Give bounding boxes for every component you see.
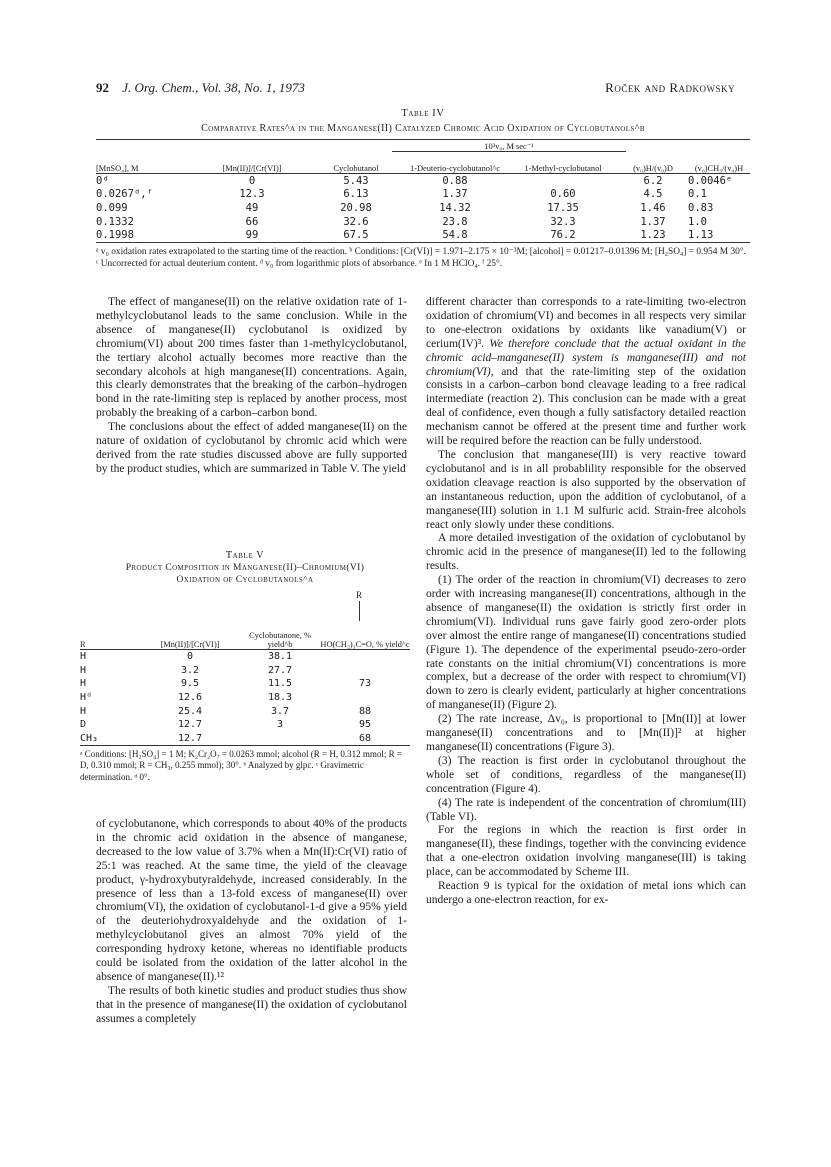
table-cell: 3 [276,719,284,731]
table-v-footnote-b: ᵇ Analyzed by glpc. [243,760,314,771]
table-row [96,188,750,202]
table-row [80,650,410,664]
table-cell: 32.6 [343,215,369,228]
table-iv-footnote-e: ᵉ In 1 M HClO₄. [419,258,480,269]
table-cell: 0.1332 [96,215,134,228]
left-column-top [96,296,407,477]
table-v-title-line2: Oxidation of Cyclobutanols^a [176,575,314,585]
col-header: [Mn(II)]/[Cr(VI)] [140,623,240,650]
table-cell: 3.7 [270,705,290,717]
table-v [80,550,410,783]
table-v-header-row [80,623,410,650]
table-cell: 1.23 [618,228,688,242]
table-cell: 25.4 [177,705,203,717]
italic-conclusion: We therefore conclude that the actual oxidant in the chromic acid–manganese(II) system is manganese(III) and not chromium(VI), [426,337,747,378]
table-cell: H [80,678,87,690]
table-v-grid [80,623,410,746]
table-row [96,228,750,242]
table-iv-grid [96,153,750,243]
table-cell: 12.6 [177,692,203,704]
table-cell: 0.1998 [96,228,194,242]
table-cell: 68 [320,732,410,746]
table-row [80,691,410,705]
table-cell [508,174,618,188]
table-iv-label: Table IV [401,108,445,119]
col-header: Cyclobutanone, % yield^b [240,623,320,650]
table-cell: 99 [194,228,310,242]
table-v-footnote-d: ᵈ 0°. [134,771,150,782]
running-authors: Roček and Radkowsky [605,80,735,95]
body-paragraph: A more detailed investigation of the oxidation of cyclobutanol by chromic acid in the presence of manganese(II) led to the following results. [426,532,746,573]
body-paragraph: (3) The reaction is first order in cyclobutanol throughout the whole set of conditions, regardless of the manganese(II) concentration (Figure 4). [426,754,746,795]
table-cell: H [80,705,87,717]
table-iv-footnote-b: ᵇ Conditions: [Cr(VI)] = 1.971–2.175 × 10⁻³M; [alcohol] = 0.01217–0.01396 M; [H₂SO₄] = 0.954 M 30°. [349,246,746,257]
table-cell: 67.5 [310,228,402,242]
col-header: R [80,623,140,650]
table-cell: 54.8 [402,228,508,242]
page-number: 92 [96,80,109,95]
table-cell: 12.3 [239,188,265,201]
table-v-label: Table V [225,550,265,561]
right-column [426,296,746,908]
body-paragraph: (1) The order of the reaction in chromium(VI) decreases to zero order with increasing manganese(II) concentrations, although in the absence of manganese(II) the oxidation is strictly first order in chromium(VI). Individual runs gave fairly good zero-order plots over almost the entire range of manganese(II) concentrations studied (Figure 1). The dependence of the experimental pseudo-zero-order rate constants on the initial chromium(VI) concentrations is more complex, but a decrease of the order with respect to chromium(VI) down to zero is clearly evident, particularly at higher concentrations of manganese(II) (Figure 2). [426,574,746,712]
body-paragraph: The conclusion that manganese(III) is very reactive toward cyclobutanol and is in all probablility responsible for the observed oxidation cleavage reaction is also supported by the observation of an instantaneous reduction, upon the addition of cyclobutanol, of a manganese(III) solution in 1.1 M sulfuric acid. Strain-free alcohols react only slowly under these conditions. [426,448,746,531]
body-paragraph: of cyclobutanone, which corresponds to about 40% of the products in the chromic acid oxidation in the absence of manganese, decreased to the low value of 3.7% when a Mn(II):Cr(VI) ratio of 25:1 was reached. At the same time, the yield of the cleavage product, γ-hydroxybutyraldehyde, increased considerably. In the presence of less than a 13-fold excess of manganese(II) over chromium(VI), the oxidation of cyclobutanol-1-d give a 95% yield of the deuteriohydroxyaldehyde and the oxidation of 1-methylcyclobutanol gives an almost 70% yield of the corresponding hydroxy ketone, whereas no identifiable products could be isolated from the oxidation of the latter alcohol in the absence of manganese(II).¹² [96,818,407,983]
table-row [80,704,410,718]
table-cell: 0.83 [688,201,714,214]
table-row [80,718,410,732]
table-v-r-struct: R [356,590,363,600]
table-cell: 0.1 [688,188,707,201]
table-cell: 0ᵈ [96,174,109,187]
table-v-title-line1: Product Composition in Manganese(II)–Chromium(VI) [125,563,365,573]
body-paragraph: (2) The rate increase, Δv₀, is proportional to [Mn(II)] at lower manganese(II) concentrations and to [Mn(II)]² at higher manganese(II) concentrations (Figure 3). [426,713,746,753]
body-paragraph: Reaction 9 is typical for the oxidation of metal ions which can undergo a one-electron reaction, for ex- [426,880,746,906]
table-cell [320,691,410,705]
table-cell: 23.8 [442,215,468,228]
table-cell: 14.32 [439,201,471,214]
table-v-footnote-a: ᵃ Conditions: [H₂SO₄] = 1 M; K₂Cr₂O₇ = 0.0263 mmol; alcohol (R = H, 0.312 mmol; R = D, 0.310 mmol; R = CH₃, 0.255 mmol); 30°. [80,749,402,771]
table-cell: 1.13 [688,228,750,242]
col-header: (v₀)H/(v₀)D [618,153,688,174]
table-iv [96,108,750,270]
running-header [96,80,735,98]
table-cell: 0.0267ᵈ,ᶠ [96,188,153,201]
body-paragraph: The conclusions about the effect of added manganese(II) on the nature of oxidation of cyclobutanol by chromic acid which were derived from the rate studies discussed above are fully supported by the product studies, which are summarized in Table V. The yield [96,421,407,475]
col-header: 1-Deuterio-cyclobutanol^c [402,153,508,174]
table-cell: 76.2 [508,228,618,242]
table-cell: 3.2 [180,664,200,676]
body-paragraph: different character than corresponds to a rate-limiting two-electron oxidation of chromium(VI) and becomes in all respects very similar to one-electron oxidations by oxidants like vanadium(V) or cerium(IV)³. We therefore conclude that the actual oxidant in the chromic acid–manganese(II) system is manganese(III) and not chromium(VI), and that the rate-limiting step of the oxidation consists in a carbon–carbon bond cleavage leading to a free radical intermediate (reaction 2). This conclusion can be made with a great deal of confidence, even though a fully satisfactory detailed reaction mechanism cannot be offered at the present time and further work will be required before the reaction can be fully understood. [426,296,747,448]
table-row [96,174,750,188]
table-cell: 11.5 [267,678,293,690]
table-iv-group-header: 10³v₀, M sec⁻¹ [392,142,626,152]
table-cell: 17.35 [547,201,579,214]
col-header: Cyclobutanol [310,153,402,174]
table-iv-footnote-a: ᵃ v₀ oxidation rates extrapolated to the starting time of the reaction. [96,246,348,257]
table-cell: 20.98 [340,201,372,214]
col-header: HO(CH₂)₃C=O, % yield^c [320,623,410,650]
table-v-footnotes [80,749,410,783]
table-cell: H [80,651,87,663]
table-iv-header-row [96,153,750,174]
body-paragraph: For the regions in which the reaction is first order in manganese(II), these findings, together with the convincing evidence that a one-electron oxidation involving manganese(III) is taking place, can be accommodated by Scheme III. [426,824,746,879]
table-cell: H [80,664,87,676]
table-cell: 66 [245,215,259,228]
table-row [80,677,410,691]
table-cell: 18.3 [267,692,293,704]
body-paragraph: The effect of manganese(II) on the relative oxidation rate of 1-methylcyclobutanol leads to the same conclusion. While in the absence of manganese(II) cyclobutanol is oxidized by chromium(VI) about 200 times faster than 1-methylcyclobutanol, the tertiary alcohol actually becomes more reactive than the secondary alcohols at high manganese(II) concentrations. Again, this clearly demonstrates that the breaking of the carbon–hydrogen bond in the rate-limiting step is replaced by another process, most probably the breaking of a carbon–carbon bond. [96,296,407,420]
table-cell: 1.46 [640,201,666,214]
table-cell: 1.37 [442,188,468,201]
body-paragraph: The results of both kinetic studies and product studies thus show that in the presence of manganese(II) the oxidation of cyclobutanol assumes a completely [96,984,407,1025]
table-cell: 1.37 [640,215,666,228]
table-cell: 32.3 [550,215,576,228]
table-cell [320,650,410,664]
table-cell: D [80,719,87,731]
col-header: (v₀)CH₃/(v₀)H [688,153,750,174]
table-cell: Hᵈ [80,692,93,704]
table-cell: 0.88 [442,174,468,187]
col-header: [MnSO₄], M [96,153,194,174]
table-iv-footnotes [96,246,750,270]
table-cell: 0 [248,174,256,187]
table-cell [320,664,410,678]
table-cell: CH₃ [80,732,140,746]
table-cell: 0.0046ᵉ [688,174,733,187]
table-iv-title: Comparative Rates^a in the Manganese(II) Catalyzed Chromic Acid Oxidation of Cyclobutanols^b [201,123,645,134]
table-cell: 4.5 [643,188,663,201]
body-paragraph: (4) The rate is independent of the concentration of chromium(III) (Table VI). [426,796,746,823]
table-row [80,664,410,678]
table-iv-footnote-f: ᶠ 25°. [482,258,503,269]
table-cell: 0.099 [96,201,128,214]
table-cell: 49 [245,201,259,214]
table-cell: 38.1 [267,651,293,663]
table-cell: 27.7 [267,664,293,676]
table-cell: 9.5 [180,678,200,690]
table-row [80,732,410,746]
col-header: [Mn(II)]/[Cr(VI)] [194,153,310,174]
table-v-bond-line [359,601,360,621]
table-cell: 0 [186,651,194,663]
table-cell: 6.13 [343,188,369,201]
table-iv-footnote-d: ᵈ v₀ from logarithmic plots of absorbance. [260,258,417,269]
table-cell: 12.7 [140,732,240,746]
table-cell: 6.2 [643,174,663,187]
table-cell: 95 [358,719,372,731]
table-v-footnote-c: ᶜ Gravimetric determination. [80,760,364,782]
table-cell: 12.7 [177,719,203,731]
table-cell: 73 [358,678,372,690]
table-cell: 1.0 [688,215,707,228]
table-cell: 88 [358,705,372,717]
table-row [96,215,750,229]
table-cell: 0.60 [550,188,576,201]
left-column-bottom [96,818,407,1027]
table-iv-footnote-c: ᶜ Uncorrected for actual deuterium content. [96,258,258,269]
col-header: 1-Methyl-cyclobutanol [508,153,618,174]
table-cell [240,732,320,746]
table-row [96,201,750,215]
table-cell: 5.43 [343,174,369,187]
journal-citation: J. Org. Chem., Vol. 38, No. 1, 1973 [122,80,305,95]
